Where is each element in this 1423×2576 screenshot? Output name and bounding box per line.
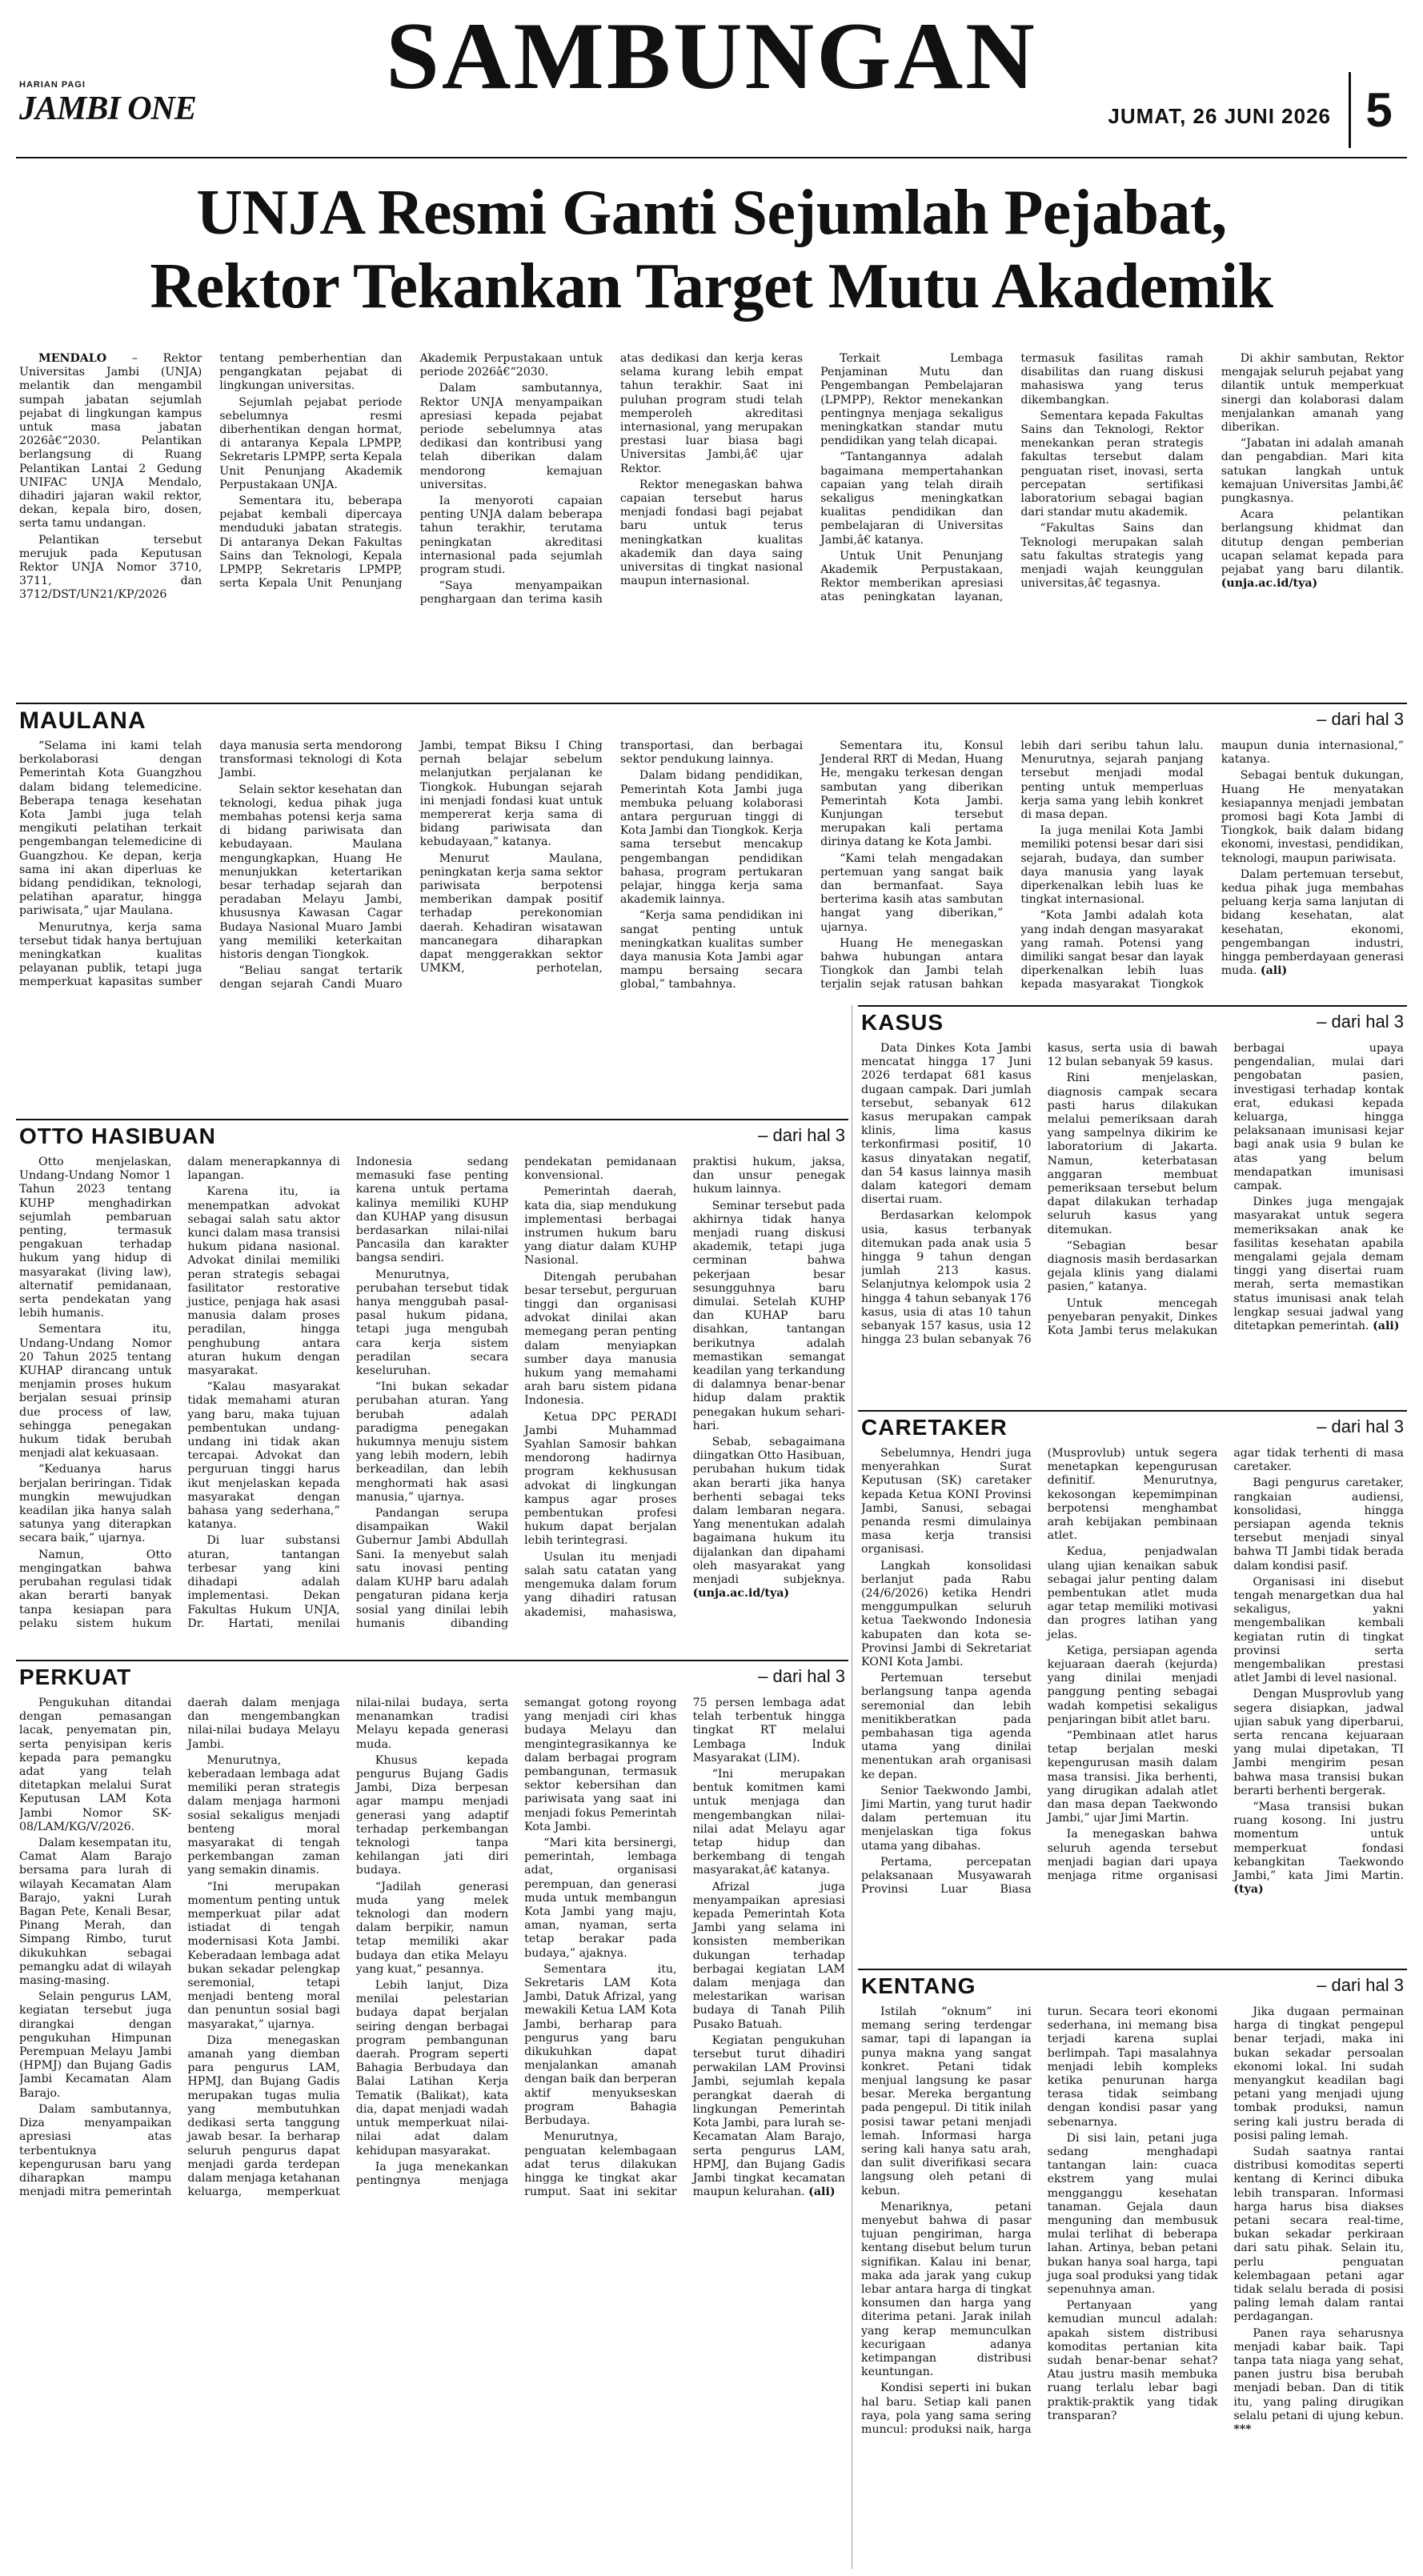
article-paragraph: “Jadilah generasi muda yang melek teknologi dan modern dalam berpikir, namun tetap memiliki akar budaya dan etika Melayu yang kuat,” pesannya. <box>355 1880 509 1976</box>
lead-headline <box>0 176 1423 323</box>
article-paragraph: “Pembinaan atlet harus tetap berjalan meski kepengurusan masih dalam masa transisi. Jika berhenti, yang dirugikan adalah atlet dan masa depan Taekwondo Jambi,” ujar Jimi Martin. <box>1047 1729 1218 1825</box>
continued-from: – dari hal 3 <box>1317 709 1404 729</box>
article-paragraph: Usulan itu menjadi salah satu catatan yang mengemuka dalam forum yang dihadiri ratusan akademisi, mahasiswa, praktisi hukum, jaksa, dan unsur penegak hukum lainnya. <box>524 1156 845 1619</box>
continued-from: – dari hal 3 <box>1317 1012 1404 1032</box>
section-header-perkuat <box>16 1660 848 1693</box>
article-paragraph: Huang He menegaskan bahwa hubungan antara Tiongkok dan Jambi telah terjalin sejak ratusan bahkan lebih dari seribu tahun lalu. Menurutnya, sejarah panjang tersebut menjadi modal penting untuk memperluas kerja sama yang lebih konkret di masa depan. <box>820 739 1204 992</box>
article-paragraph: “Beliau sangat tertarik dengan sejarah Candi Muaro Jambi, tempat Biksu I Ching pernah belajar sebelum melanjutkan perjalanan ke Tiongkok. Hubungan sejarah ini menjadi fondasi kuat untuk mempererat kerja sama di bidang pariwisata dan kebudayaan,” katanya. <box>219 739 603 992</box>
article-paragraph: “Keduanya harus berjalan beriringan. Tidak mungkin mewujudkan keadilan jika hanya salah satunya yang diterapkan secara baik,” ujarnya. <box>19 1463 172 1545</box>
article-paragraph: Selain pengurus LAM, kegiatan tersebut juga dirangkai dengan pengukuhan Himpunan Perempuan Melayu Jambi (HPMJ) dan Bujang Gadis Jambi Kecamatan Alam Barajo. <box>19 1990 172 2100</box>
article-paragraph: Dengan Musprovlub yang segera disiapkan, jadwal ujian sabuk yang diperbarui, serta rencana kejuaraan yang mulai dipetakan, TI Jambi mengirim pesan bahwa masa transisi bukan berarti berhenti bergerak. <box>1233 1688 1404 1797</box>
article-paragraph: “Kalau masyarakat tidak memahami aturan yang baru, maka tujuan pembentukan undang-undang ini tidak akan tercapai. Advokat dan perguruan tinggi harus ikut menjelaskan kepada masyarakat dengan bahasa yang sederhana,” katanya. <box>187 1380 340 1532</box>
article-paragraph: Namun, Otto mengingatkan bahwa perubahan regulasi tidak akan berarti banyak tanpa kesiapan para pelaku sistem hukum dalam menerapkannya di lapangan. <box>19 1156 340 1630</box>
article-paragraph: “Ini merupakan bentuk komitmen kami untuk menjaga dan mengembangkan nilai-nilai adat Melayu agar tetap hidup dan berkembang di tengah masyarakat,â€ katanya. <box>692 1768 845 1877</box>
article-paragraph: Sebelumnya, Hendri juga menyerahkan Surat Keputusan (SK) caretaker kepada Ketua KONI Provinsi Jambi, Sanusi, sebagai penanda resmi dimulainya masa kerja transisi organisasi. <box>861 1447 1032 1556</box>
section-header-kentang <box>858 1969 1407 2002</box>
lead-paragraph: “Fakultas Sains dan Teknologi merupakan salah satu fakultas strategis yang menjadi wajah keunggulan universitas,â€ tegasnya. <box>1020 522 1204 591</box>
section-name: PERKUAT <box>19 1665 132 1689</box>
lead-paragraph: Sementara kepada Fakultas Sains dan Teknologi, Rektor menekankan peran strategis fakultas tersebut dalam penguatan riset, inovasi, serta percepatan sertifikasi laboratorium sebagai bagian dari standar mutu akademik. <box>1020 409 1204 519</box>
article-paragraph: Ditengah perubahan besar tersebut, perguruan tinggi dan organisasi advokat dinilai akan memegang peran penting dalam menyiapkan sumber daya manusia hukum yang memahami arah baru sistem pidana Indonesia. <box>524 1270 677 1408</box>
article-paragraph-text: Dalam pertemuan tersebut, kedua pihak juga membahas peluang kerja sama lanjutan di bidang kesehatan, alat kesehatan, ekonomi, pengembangan industri, hingga pemberdayaan generasi muda. <box>1221 867 1404 978</box>
article-paragraph: Menurutnya, kerja sama tersebut tidak hanya bertujuan meningkatkan kualitas pelayanan publik, tetapi juga memperkuat kapasitas sumber daya manusia serta mendorong transformasi teknologi di Kota Jambi. <box>19 739 403 989</box>
article-paragraph: Untuk mencegah penyebaran penyakit, Dinkes Kota Jambi terus melakukan berbagai upaya pengendalian, mulai dari pengobatan pasien, investigasi terhadap kontak erat, edukasi kepada keluarga, hingga pelaksanaan imunisasi kejar bagi anak usia 9 bulan ke atas yang belum mendapatkan imunisasi campak. <box>1047 1042 1404 1338</box>
article-paragraph: Rini menjelaskan, diagnosis campak secara pasti harus dilakukan melalui pemeriksaan darah yang sampelnya dikirim ke laboratorium di Jakarta. Namun, keterbatasan anggaran membuat pemeriksaan tersebut belum dapat dilakukan terhadap seluruh kasus yang ditemukan. <box>1047 1072 1218 1236</box>
article-paragraph: Sudah saatnya rantai distribusi komoditas seperti kentang di Kerinci dibuka lebih transparan. Informasi harga harus bisa diakses petani secara real-time, bukan sekadar perkiraan dari satu pihak. Selain itu, perlu penguatan kelembagaan petani agar tidak selalu berada di posisi paling lemah dalam rantai perdagangan. <box>1233 2145 1404 2324</box>
article-paragraph-text: “Masa transisi bukan ruang kosong. Ini justru momentum untuk memperkuat fondasi kebangkitan Taekwondo Jambi,” kata Jimi Martin. <box>1233 1801 1404 1883</box>
continued-from: – dari hal 3 <box>1317 1975 1404 1995</box>
section-name: KENTANG <box>861 1973 976 1998</box>
article-paragraph: Ia menegaskan bahwa seluruh agenda tersebut menjadi bagian dari upaya menjaga ritme organisasi agar tidak terhenti di masa caretaker. <box>1047 1447 1404 1883</box>
article-paragraph: Pandangan serupa disampaikan Wakil Gubernur Jambi Abdullah Sani. Ia menyebut salah satu inovasi penting dalam KUHP baru adalah pengaturan pidana kerja sosial yang dinilai lebih humanis dibanding pendekatan pemidanaan konvensional. <box>355 1156 677 1630</box>
lead-paragraph: Di akhir sambutan, Rektor mengajak seluruh pejabat yang dilantik untuk memperkuat sinergi dan kolaborasi dalam menjalankan amanah yang diberikan. <box>1221 352 1404 435</box>
article-paragraph: Di sisi lain, petani juga sedang menghadapi tantangan lain: cuaca ekstrem yang mulai mengganggu kesehatan tanaman. Gejala daun menguning dan membusuk mulai terlihat di beberapa lahan. Artinya, beban petani bukan hanya soal harga, tapi juga soal produksi yang tidak sepenuhnya aman. <box>1047 2131 1218 2297</box>
article-paragraph: Lebih lanjut, Diza menilai pelestarian budaya dapat berjalan seiring dengan berbagai program pembangunan daerah. Program seperti Bahagia Berbudaya dan Balai Latihan Kerja Tematik (Balikat), kata dia, dapat menjadi wadah untuk memperkuat nilai-nilai adat dalam kehidupan masyarakat. <box>355 1979 509 2157</box>
lead-paragraph-first <box>19 352 202 531</box>
article-paragraph: “Mari kita bersinergi, pemerintah, lembaga adat, organisasi perempuan, dan generasi muda untuk membangun Kota Jambi yang maju, aman, nyaman, serta tetap berakar pada budaya,” ajaknya. <box>524 1837 677 1960</box>
kentang-article-body <box>861 2005 1404 2569</box>
lead-paragraph-text: Acara pelantikan berlangsung khidmat dan ditutup dengan pemberian ucapan selamat kepada para pejabat yang baru dilantik. <box>1221 508 1404 577</box>
article-paragraph: Organisasi ini disebut tengah menargetkan dua hal sekaligus, yakni mengembalikan kembali kegiatan rutin di tingkat provinsi serta mengembalikan prestasi atlet Jambi di level nasional. <box>1233 1575 1404 1685</box>
article-paragraph: Sebagai bentuk dukungan, Huang He menyatakan kesiapannya menjadi jembatan promosi bagi Kota Jambi di Tiongkok, baik dalam bidang ekonomi, investasi, pendidikan, teknologi, maupun pariwisata. <box>1221 769 1404 865</box>
lead-paragraph: Untuk Unit Penunjang Akademik Perpustakaan, Rektor memberikan apresiasi atas peningkatan layanan, termasuk fasilitas ramah disabilitas dan ruang diskusi mahasiswa yang terus dikembangkan. <box>820 352 1204 604</box>
article-signoff: *** <box>1233 2423 1252 2437</box>
section-header-otto-hasibuan <box>16 1119 848 1152</box>
article-paragraph: Ia juga menilai Kota Jambi memiliki potensi besar dari sisi sejarah, budaya, dan sumber daya manusia yang layak diperkenalkan lebih luas ke tingkat internasional. <box>1020 824 1204 907</box>
article-paragraph-last <box>693 2034 845 2199</box>
article-paragraph: Jika dugaan permainan harga di tingkat pengepul benar terjadi, maka ini bukan sekadar persoalan ekonomi lokal. Ini sudah menyangkut keadilan bagi petani yang menjadi ujung tombak produksi, namun sering kali justru berada di posisi paling lemah. <box>1233 2005 1404 2142</box>
lead-paragraph: Ia menyoroti capaian penting UNJA dalam beberapa tahun terakhir, terutama peningkatan akreditasi internasional pada sejumlah program studi. <box>419 495 603 577</box>
article-paragraph: Pertanyaan yang kemudian muncul adalah: apakah sistem distribusi komoditas pertanian kita sudah benar-benar sehat? Atau justru masih membuka ruang terlalu lebar bagi praktik-praktik yang tidak transparan? <box>1047 2299 1218 2422</box>
article-paragraph: Dalam kesempatan itu, Camat Alam Barajo bersama para lurah di wilayah Kecamatan Alam Barajo, yakni Lurah Bagan Pete, Kenali Besar, Pinang Merah, dan Simpang Rimbo, turut dikukuhkan sebagai pemangku adat di wilayah masing-masing. <box>19 1837 172 1988</box>
article-paragraph: “Kami telah mengadakan pertemuan yang sangat baik dan bermanfaat. Saya berterima kasih atas sambutan hangat yang diberikan,” ujarnya. <box>820 851 1004 934</box>
article-paragraph: Kedua, penjadwalan ulang ujian kenaikan sabuk sebagai jalur penting dalam pembentukan atlet muda agar tetap memiliki motivasi dan progres latihan yang jelas. <box>1047 1545 1218 1641</box>
article-paragraph: Data Dinkes Kota Jambi mencatat hingga 17 Juni 2026 terdapat 681 kasus dugaan campak. Dari jumlah tersebut, sebanyak 612 kasus merupakan campak klinis, lima kasus terkonfirmasi positif, 10 kasus dinyatakan negatif, dan 54 kasus lainnya masih dalam kategori demam disertai ruam. <box>861 1042 1032 1207</box>
article-paragraph: Selain sektor kesehatan dan teknologi, kedua pihak juga membahas potensi kerja sama di bidang pariwisata dan kebudayaan. Maulana mengungkapkan, Huang He menunjukkan ketertarikan besar terhadap sejarah dan peradaban Melayu Jambi, khususnya Kawasan Cagar Budaya Nasional Muaro Jambi yang memiliki keterkaitan historis dengan Tiongkok. <box>219 783 403 962</box>
lead-paragraph: “Jabatan ini adalah amanah dan pengabdian. Mari kita satukan langkah untuk kemajuan Universitas Jambi,â€ pungkasnya. <box>1221 437 1404 506</box>
article-signoff: (ali) <box>1260 964 1288 978</box>
section-header-maulana <box>16 703 1407 736</box>
article-paragraph: Otto menjelaskan, Undang-Undang Nomor 1 Tahun 2023 tentang KUHP menghadirkan sejumlah pembaruan penting, termasuk pengakuan terhadap hukum yang hidup di masyarakat (living law), alternatif pemidanaan, serta pendekatan yang lebih humanis. <box>19 1156 172 1320</box>
article-paragraph: Senior Taekwondo Jambi, Jimi Martin, yang turut hadir dalam pertemuan itu menjelaskan tiga fokus utama yang dibahas. <box>861 1784 1032 1853</box>
logo-tagline: HARIAN PAGI <box>19 80 86 90</box>
issue-date: JUMAT, 26 JUNI 2026 <box>1108 104 1331 128</box>
article-paragraph-last <box>1233 1196 1404 1333</box>
article-paragraph: “Ini bukan sekadar perubahan aturan. Yang berubah adalah paradigma penegakan hukumnya menuju sistem yang lebih modern, lebih berkeadilan, dan lebih menghormati hak asasi manusia,” ujarnya. <box>355 1380 509 1504</box>
section-name: KASUS <box>861 1010 944 1035</box>
article-paragraph-last <box>1221 868 1404 979</box>
article-paragraph: Kondisi seperti ini bukan hal baru. Setiap kali panen raya, pola yang sama sering muncul: produksi naik, harga turun. Secara teori ekonomi sederhana, ini memang bisa terjadi karena suplai berlimpah. Tapi masalahnya menjadi lebih kompleks ketika penurunan harga terasa tidak seimbang dengan kondisi pasar yang sebenarnya. <box>861 2005 1218 2437</box>
lead-paragraph: Sejumlah pejabat periode sebelumnya resmi diberhentikan dengan hormat, di antaranya Kepala LPMPP, Sekretaris LPMPP, serta Kepala Unit Penunjang Akademik Perpustakaan UNJA. <box>219 395 403 491</box>
page-number: 5 <box>1349 72 1407 148</box>
section-header-kasus <box>858 1005 1407 1039</box>
lead-article-body <box>19 352 1404 701</box>
article-paragraph: Dalam sambutannya, Diza menyampaikan apresiasi atas terbentuknya kepengurusan baru yang diharapkan mampu menjadi mitra pemerintah daerah dalam menjaga dan mengembangkan nilai-nilai budaya Melayu Jambi. <box>19 1697 340 2199</box>
article-paragraph: Khusus kepada pengurus Bujang Gadis Jambi, Diza berpesan agar mampu menjadi generasi yang adaptif terhadap perkembangan teknologi tanpa kehilangan jati diri budaya. <box>355 1753 509 1877</box>
article-signoff: (ali) <box>808 2185 836 2199</box>
section-name: OTTO HASIBUAN <box>19 1124 216 1148</box>
otto-article-body <box>19 1156 845 1653</box>
logo-wordmark: JAMBI ONE <box>19 90 196 127</box>
perkuat-article-body <box>19 1697 845 2569</box>
article-paragraph: Menurutnya, perubahan tersebut tidak hanya menggubah pasal-pasal hukum pidana, tetapi juga mengubah cara kerja sistem peradilan secara keseluruhan. <box>355 1268 509 1378</box>
article-paragraph: Pemerintah daerah, kata dia, siap mendukung implementasi berbagai instrumen hukum baru yang diatur dalam KUHP Nasional. <box>524 1185 677 1268</box>
article-paragraph: Menurut Maulana, peningkatan kerja sama sektor pariwisata berpotensi memberikan dampak positif terhadap perekonomian daerah. Kehadiran wisatawan mancanegara diharapkan dapat menggerakkan sektor UMKM, perhotelan, transportasi, dan berbagai sektor pendukung lainnya. <box>419 739 804 976</box>
article-paragraph-last <box>1233 1801 1404 1897</box>
lead-paragraph: Terkait Lembaga Penjaminan Mutu dan Pengembangan Pembelajaran (LPMPP), Rektor menekankan pentingnya menjaga sekaligus meningkatkan standar mutu pendidikan yang telah dicapai. <box>820 352 1004 448</box>
lead-paragraph: “Saya menyampaikan penghargaan dan terima kasih atas dedikasi dan kerja keras selama kurang lebih empat tahun terakhir. Saat ini puluhan program studi telah memperoleh akreditasi internasional, yang merupakan prestasi luar biasa bagi Universitas Jambi,â€ ujar Rektor. <box>419 352 804 607</box>
article-paragraph: Pengukuhan ditandai dengan pemasangan lacak, penyematan pin, serta penyisipan keris kepada para pemangku adat yang telah ditetapkan melalui Surat Keputusan LAM Kota Jambi Nomor SK-08/LAM/KG/V/2026. <box>19 1697 172 1833</box>
lead-paragraph: Rektor menegaskan bahwa capaian tersebut harus menjadi fondasi bagi pejabat baru untuk terus meningkatkan kualitas akademik dan daya saing universitas di tingkat nasional maupun internasional. <box>619 478 804 588</box>
article-paragraph: Menariknya, petani menyebut bahwa di pasar tujuan pengiriman, harga kentang disebut belum turun signifikan. Kalau ini benar, maka ada jarak yang cukup lebar antara harga di tingkat konsumen dan harga yang diterima petani. Jarak inilah yang kerap memunculkan kecurigaan adanya ketimpangan distribusi keuntungan. <box>861 2200 1032 2379</box>
article-paragraph-last <box>693 1436 845 1600</box>
article-paragraph: Seminar tersebut pada akhirnya tidak hanya menjadi ruang diskusi akademik, tetapi juga cerminan bahwa pekerjaan besar sesungguhnya baru dimulai. Setelah KUHP dan KUHAP baru disahkan, tantangan berikutnya adalah memastikan semangat keadilan yang terkandung di dalamnya benar-benar hidup dalam praktik penegakan hukum sehari-hari. <box>692 1199 845 1432</box>
lead-paragraph: “Tantangannya adalah bagaimana mempertahankan capaian yang telah diraih sekaligus meningkatkan kualitas pendidikan dan pembelajaran di Universitas Jambi,â€ katanya. <box>820 451 1004 547</box>
article-paragraph: Ketiga, persiapan agenda kejuaraan daerah (kejurda) yang dinilai menjadi panggung penting sebagai wadah kompetisi sekaligus penjaringan bibit atlet baru. <box>1047 1644 1218 1726</box>
section-title: SAMBUNGAN <box>386 2 1037 109</box>
lead-paragraph-last <box>1221 508 1404 591</box>
article-paragraph: Menurutnya, keberadaan lembaga adat memiliki peran strategis dalam menjaga harmoni sosial sekaligus menjadi benteng moral masyarakat di tengah perkembangan zaman yang semakin dinamis. <box>187 1753 340 1877</box>
headline-line-1: UNJA Resmi Ganti Sejumlah Pejabat, <box>196 178 1227 248</box>
article-paragraph-text: Panen raya seharusnya menjadi kabar baik. Tapi tanpa tata niaga yang sehat, panen justru bisa berubah menjadi beban. Dan di titik itu, yang paling dirugikan selalu petani di ujung kebun. <box>1233 2326 1404 2422</box>
article-paragraph: Karena itu, ia menempatkan advokat sebagai salah satu aktor kunci dalam masa transisi hukum pidana nasional. Advokat dinilai memiliki peran strategis sebagai fasilitator restorative justice, penjaga hak asasi manusia dalam proses peradilan, hingga penghubung antara aturan hukum dengan masyarakat. <box>187 1185 340 1378</box>
article-paragraph: Pertama, percepatan pelaksanaan Musyawarah Provinsi Luar Biasa (Musprovlub) untuk segera menetapkan kepengurusan definitif. Menurutnya, kekosongan kepemimpinan berpotensi menghambat arah kebijakan pembinaan atlet. <box>861 1447 1218 1897</box>
article-paragraph-text: Kegiatan pengukuhan tersebut turut dihadiri perwakilan LAM Provinsi Jambi, sejumlah kepala perangkat daerah di lingkungan Pemerintah Kota Jambi, para lurah se-Kecamatan Alam Barajo, serta pengurus LAM, HPMJ, dan Bujang Gadis Jambi tingkat kecamatan maupun kelurahan. <box>692 2033 845 2199</box>
caretaker-article-body <box>861 1447 1404 1956</box>
article-paragraph: “Kerja sama pendidikan ini sangat penting untuk meningkatkan kualitas sumber daya manusia Kota Jambi agar mampu bersaing secara global,” tambahnya. <box>619 909 804 992</box>
article-signoff: (tya) <box>1233 1883 1264 1897</box>
continued-from: – dari hal 3 <box>758 1666 845 1686</box>
lead-signoff: (unja.ac.id/tya) <box>1221 577 1318 591</box>
article-signoff: (ali) <box>1373 1320 1400 1333</box>
header-rule <box>16 157 1407 158</box>
lead-paragraph: Sementara itu, beberapa pejabat kembali dipercaya menduduki jabatan strategis. Di antaranya Dekan Fakultas Sains dan Teknologi, Kepala LPMPP, Sekretaris LPMPP, serta Kepala Unit Penunjang Akademik Perpustakaan untuk periode 2026â€“2030. <box>219 352 603 591</box>
article-paragraph: Langkah konsolidasi berlanjut pada Rabu (24/6/2026) ketika Hendri menggumpulkan seluruh ketua Taekwondo Indonesia kabupaten dan kota se-Provinsi Jambi di Sekretariat KONI Kota Jambi. <box>861 1559 1032 1669</box>
masthead <box>0 0 1423 160</box>
lead-paragraph: Pelantikan tersebut merujuk pada Keputusan Rektor UNJA Nomor 3710, 3711, dan 3712/DST/UN21/KP/2026 tentang pemberhentian dan pengangkatan pejabat di lingkungan universitas. <box>19 352 403 602</box>
section-header-caretaker <box>858 1410 1407 1444</box>
article-paragraph: Istilah “oknum” ini memang sering terdengar samar, tapi di lapangan ia punya makna yang sangat konkret. Petani tidak menjual langsung ke pasar besar. Mereka bergantung pada pengepul. Di titik inilah posisi tawar petani menjadi lemah. Informasi harga sering kali hanya satu arah, dan sulit diverifikasi secara langsung oleh petani di kebun. <box>861 2005 1032 2197</box>
lead-paragraph: Dalam sambutannya, Rektor UNJA menyampaikan apresiasi kepada pejabat periode sebelumnya atas dedikasi dan kontribusi yang telah diberikan dalam mendorong kemajuan universitas. <box>419 382 603 491</box>
article-paragraph: Bagi pengurus caretaker, rangkaian audiensi, konsolidasi, hingga persiapan agenda teknis tersebut menjadi sinyal bahwa TI Jambi tidak berada dalam kondisi pasif. <box>1233 1476 1404 1572</box>
continued-from: – dari hal 3 <box>1317 1416 1404 1436</box>
article-paragraph-text: Sebab, sebagaimana diingatkan Otto Hasibuan, perubahan hukum tidak akan berarti jika hanya berhenti sebagai teks dalam lembaran negara. Yang menentukan adalah bagaimana hukum itu dijalankan dan dipahami oleh masyarakat yang menjadi subjeknya. <box>692 1436 845 1587</box>
article-paragraph-last <box>1233 2327 1404 2438</box>
article-paragraph: Ia juga menekankan pentingnya menjaga semangat gotong royong yang menjadi ciri khas budaya Melayu dan mengintegrasikannya ke dalam berbagai program pembangunan, termasuk sektor kebersihan dan pariwisata yang saat ini menjadi fokus Pemerintah Kota Jambi. <box>355 1697 677 2187</box>
article-paragraph: “Sebagian besar diagnosis masih berdasarkan gejala klinis yang dialami pasien,” katanya. <box>1047 1239 1218 1294</box>
article-paragraph: Diza menegaskan amanah yang diemban para pengurus LAM, HPMJ, dan Bujang Gadis merupakan tugas mulia yang membutuhkan dedikasi serta tanggung jawab besar. Ia berharap seluruh pengurus dapat menjadi garda terdepan dalam menjaga ketahanan keluarga, memperkuat nilai-nilai budaya, serta menanamkan tradisi Melayu kepada generasi muda. <box>187 1697 509 2199</box>
article-paragraph: Dalam bidang pendidikan, Pemerintah Kota Jambi juga membuka peluang kolaborasi antara perguruan tinggi di Kota Jambi dan Tiongkok. Kerja sama tersebut mencakup pengembangan pendidikan bahasa, program pertukaran pelajar, hingga kerja sama akademik lainnya. <box>619 769 804 907</box>
article-paragraph: Pertemuan tersebut berlangsung tanpa agenda seremonial dan lebih menitikberatkan pada pembahasan tiga agenda utama yang dinilai menentukan arah organisasi ke depan. <box>861 1672 1032 1781</box>
lead-dateline: MENDALO <box>38 352 107 365</box>
article-paragraph-text: Dinkes juga mengajak masyarakat untuk segera memeriksakan anak ke fasilitas kesehatan apabila mengalami gejala demam tinggi yang disertai ruam merah, serta memastikan status imunisasi anak telah lengkap sesuai jadwal yang ditetapkan pemerintah. <box>1233 1196 1404 1333</box>
lead-paragraph-text: – Rektor Universitas Jambi (UNJA) melantik dan mengambil sumpah jabatan sejumlah pejabat di lingkungan kampus untuk masa jabatan 2026â€“2030. Pelantikan berlangsung di Ruang Pelantikan Lantai 2 Gedung UNIFAC UNJA Mendalo, dihadiri jajaran wakil rektor, dekan, kepala biro, dosen, serta tamu undangan. <box>19 352 202 531</box>
kasus-article-body <box>861 1042 1404 1407</box>
headline-line-2: Rektor Tekankan Target Mutu Akademik <box>150 251 1273 322</box>
continued-from: – dari hal 3 <box>758 1125 845 1145</box>
article-paragraph: “Selama ini kami telah berkolaborasi dengan Pemerintah Kota Guangzhou dalam bidang telemedicine. Beberapa tenaga kesehatan Kota Jambi juga telah mengikuti pelatihan terkait pengembangan telemedicine di Guangzhou. Ke depan, kerja sama ini akan diperluas ke bidang pendidikan, teknologi, pelatihan aparatur, hingga pariwisata,” ujar Maulana. <box>19 739 202 918</box>
article-paragraph: Afrizal juga menyampaikan apresiasi kepada Pemerintah Kota Jambi yang selama ini konsisten memberikan dukungan terhadap berbagai kegiatan LAM dalam menjaga dan melestarikan warisan budaya di Tanah Pilih Pusako Batuah. <box>692 1880 845 2031</box>
article-paragraph: Sementara itu, Undang-Undang Nomor 20 Tahun 2025 tentang KUHAP dirancang untuk menjamin proses hukum berjalan sesuai prinsip due process of law, sehingga penegakan hukum tidak berubah menjadi alat kekuasaan. <box>19 1323 172 1460</box>
article-paragraph: Di luar substansi aturan, tantangan terbesar yang kini dihadapi adalah implementasi. Dekan Fakultas Hukum UNJA, Dr. Hartati, menilai Indonesia sedang memasuki fase penting karena untuk pertama kalinya memiliki KUHP dan KUHAP yang disusun berdasarkan nilai-nilai Pancasila dan karakter bangsa sendiri. <box>187 1156 509 1630</box>
article-paragraph: “Kota Jambi adalah kota yang indah dengan masyarakat yang ramah. Potensi yang dimiliki sangat besar dan layak diperkenalkan lebih luas kepada masyarakat Tiongkok maupun dunia internasional,” katanya. <box>1020 739 1404 992</box>
article-paragraph: Ketua DPC PERADI Jambi Muhammad Syahlan Samosir bahkan mendorong hadirnya program kekhususan advokat di lingkungan kampus agar proses pembentukan profesi hukum dapat berjalan lebih terintegrasi. <box>524 1410 677 1548</box>
section-name: CARETAKER <box>861 1415 1008 1440</box>
section-name: MAULANA <box>19 707 146 734</box>
article-paragraph: Sementara itu, Konsul Jenderal RRT di Medan, Huang He, mengaku terkesan dengan sambutan yang diberikan Pemerintah Kota Jambi. Kunjungan tersebut merupakan kali pertama dirinya datang ke Kota Jambi. <box>820 739 1004 849</box>
article-paragraph: Menurutnya, penguatan kelembagaan adat terus dilakukan hingga ke tingkat akar rumput. Saat ini sekitar 75 persen lembaga adat telah terbentuk hingga tingkat RT melalui Lembaga Induk Masyarakat (LIM). <box>524 1697 845 2199</box>
article-paragraph: “Ini merupakan momentum penting untuk memperkuat pilar adat istiadat di tengah modernisasi Kota Jambi. Keberadaan lembaga adat bukan sekadar pelengkap seremonial, tetapi menjadi benteng moral dan penuntun sosial bagi masyarakat,” ujarnya. <box>187 1880 340 2031</box>
article-paragraph: Sementara itu, Sekretaris LAM Kota Jambi, Datuk Afrizal, yang mewakili Ketua LAM Kota Jambi, berharap para pengurus yang baru dikukuhkan dapat menjalankan amanah dengan baik dan berperan aktif menyukseskan program Bahagia Berbudaya. <box>524 1962 677 2128</box>
article-paragraph: Berdasarkan kelompok usia, kasus terbanyak ditemukan pada anak usia 5 hingga 9 tahun dengan jumlah 213 kasus. Selanjutnya kelompok usia 2 hingga 4 tahun sebanyak 176 kasus, usia di atas 10 tahun sebanyak 157 kasus, usia 12 hingga 23 bulan sebanyak 76 kasus, serta usia di bawah 12 bulan sebanyak 59 kasus. <box>861 1042 1218 1347</box>
article-signoff: (unja.ac.id/tya) <box>692 1587 790 1600</box>
